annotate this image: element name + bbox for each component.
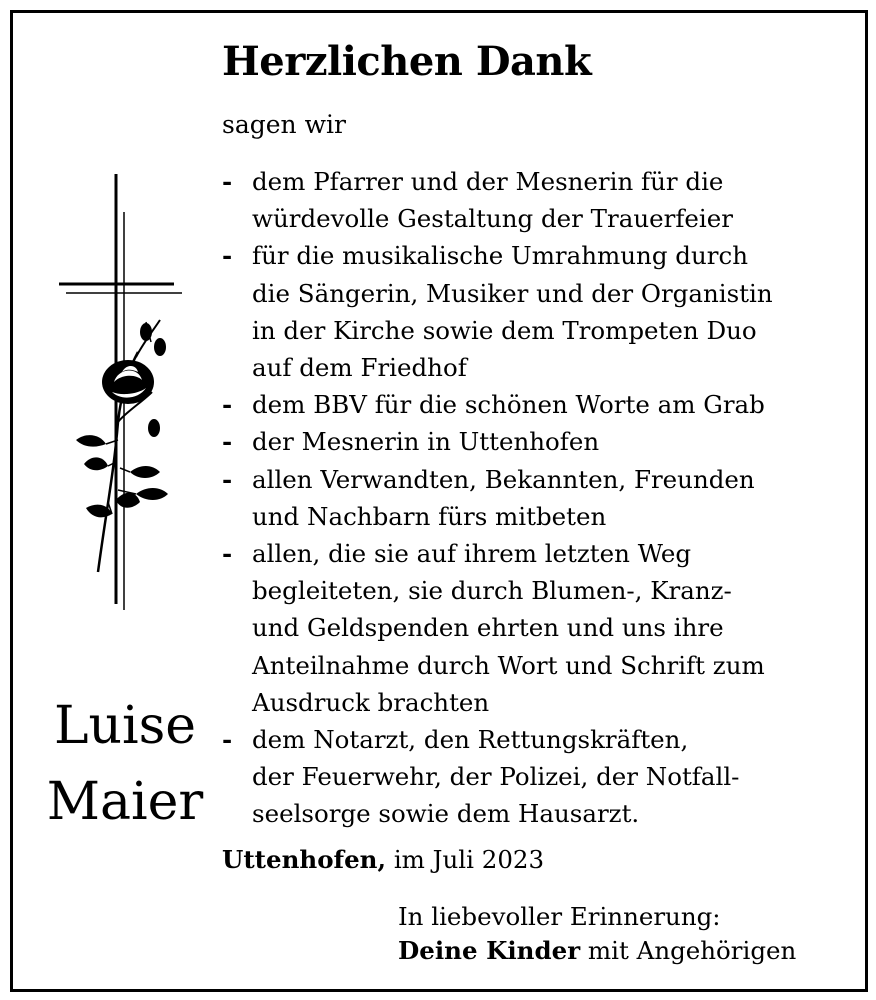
thanks-item-line: Anteilnahme durch Wort und Schrift zum [252,650,765,680]
cross-with-rose-icon [56,172,186,612]
signature [398,900,796,968]
thanks-item-line: würdevolle Gestaltung der Trauerfeier [252,204,733,234]
thanks-item-line: dem BBV für die schönen Worte am Grab [252,390,765,420]
thanks-item [222,535,773,721]
thanks-item-line: allen, die sie auf ihrem letzten Weg [252,539,692,569]
list-dash: - [222,390,233,420]
deceased-first-name: Luise [53,696,197,756]
thanks-item [222,237,773,386]
deceased-last-name: Maier [46,772,204,832]
thanks-item-line: und Nachbarn fürs mitbeten [252,501,607,531]
thanks-item-line: Ausdruck brachten [252,687,490,717]
thanks-item [222,386,773,423]
thanks-item-line: in der Kirche sowie dem Trompeten Duo [252,315,757,345]
place-town: Uttenhofen, [222,845,387,874]
place-date [222,845,544,874]
thanks-item-line: die Sängerin, Musiker und der Organistin [252,278,773,308]
thanks-item-line: für die musikalische Umrahmung durch [252,241,748,271]
thanks-item [222,721,773,833]
thanks-item-line: und Geldspenden ehrten und uns ihre [252,613,724,643]
thanks-item-line: allen Verwandten, Bekannten, Freunden [252,464,755,494]
thanks-item [222,461,773,535]
thanks-item-line: der Feuerwehr, der Polizei, der Notfall- [252,762,740,792]
thanks-item-line: der Mesnerin in Uttenhofen [252,427,600,457]
list-dash: - [222,167,233,196]
thanks-item [222,423,773,460]
list-dash: - [222,464,233,494]
intro-text: sagen wir [222,110,346,139]
thanks-item [222,163,773,237]
thanks-item-line: begleiteten, sie durch Blumen-, Kranz- [252,576,732,606]
thanks-list [222,163,773,833]
signature-bold: Deine Kinder [398,936,581,965]
signature-line2 [398,934,796,968]
heading: Herzlichen Dank [222,38,592,85]
thanks-item-line: seelsorge sowie dem Hausarzt. [252,799,640,829]
place-date-text: im Juli 2023 [393,845,545,874]
list-dash: - [222,241,233,271]
thanks-item-line: dem Pfarrer und der Mesnerin für die [252,167,724,196]
thanks-item-line: dem Notarzt, den Rettungskräften, [252,725,689,755]
signature-line1: In liebevoller Erinnerung: [398,902,721,931]
list-dash: - [222,725,233,755]
list-dash: - [222,539,233,569]
list-dash: - [222,427,233,457]
signature-rest: mit Angehörigen [587,936,797,965]
thanks-item-line: auf dem Friedhof [252,353,467,383]
